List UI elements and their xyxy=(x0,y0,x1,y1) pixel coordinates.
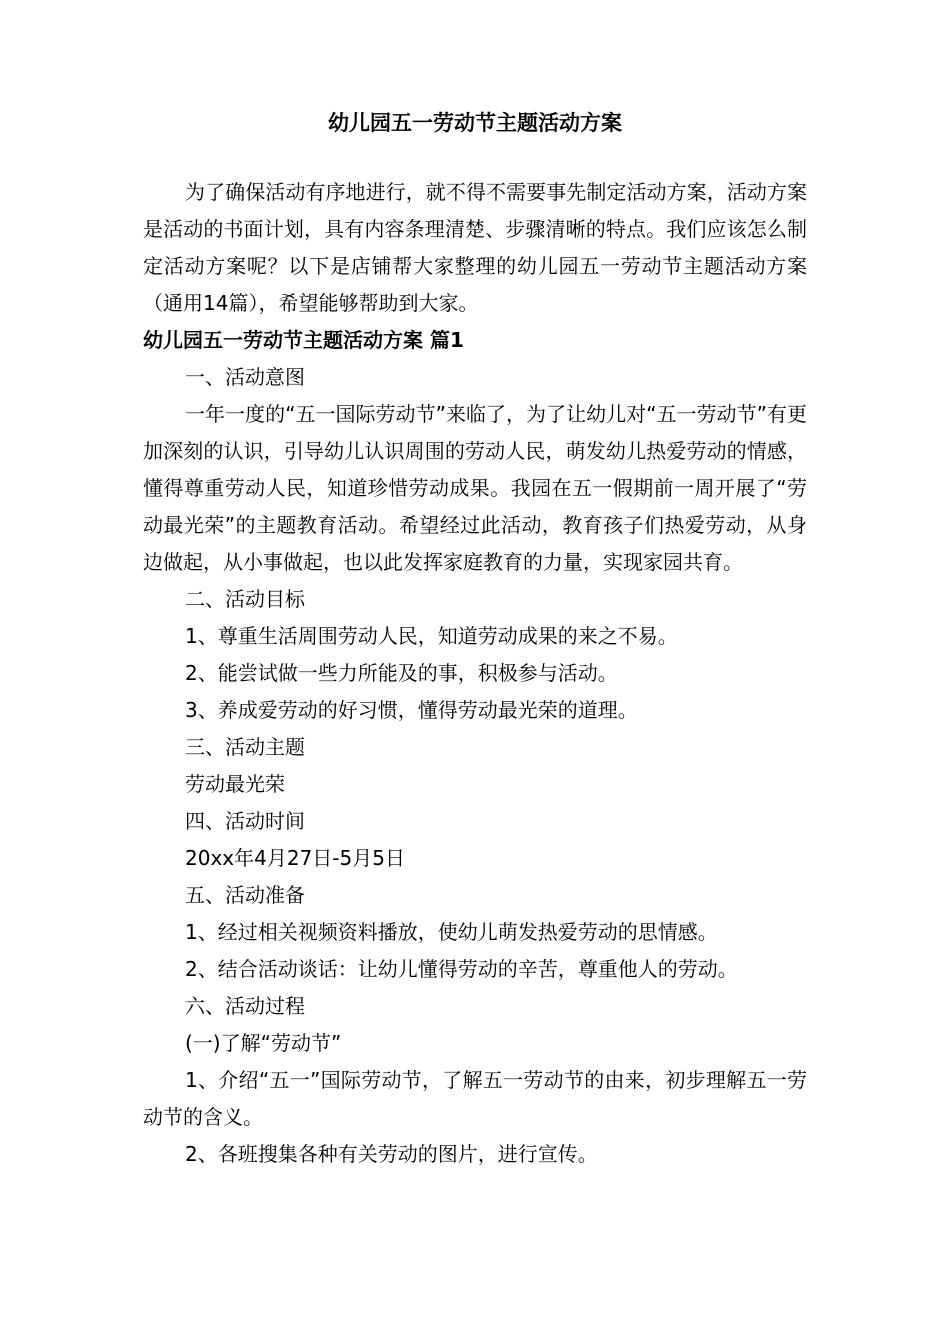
section-title: 幼儿园五一劳动节主题活动方案 篇1 xyxy=(143,328,464,352)
heading-time: 四、活动时间 xyxy=(185,809,305,833)
document-title: 幼儿园五一劳动节主题活动方案 xyxy=(328,111,622,135)
goal-item: 3、养成爱劳动的好习惯，懂得劳动最光荣的道理。 xyxy=(185,698,638,722)
heading-goals: 二、活动目标 xyxy=(185,587,305,611)
time-text: 20xx年4月27日-5月5日 xyxy=(185,846,405,870)
theme-text: 劳动最光荣 xyxy=(185,772,285,796)
goal-item: 1、尊重生活周围劳动人民，知道劳动成果的来之不易。 xyxy=(185,624,678,648)
intent-paragraph: 一年一度的“五一国际劳动节”来临了，为了让幼儿对“五一劳动节”有更加深刻的认识，引导幼儿认识周围的劳动人民，萌发幼儿热爱劳动的情感，懂得尊重劳动人民，知道珍惜劳动成果。我园在五一假期前一周开展了“劳动最光荣”的主题教育活动。希望经过此活动，教育孩子们热爱劳动，从身边做起，从小事做起，也以此发挥家庭教育的力量，实现家园共育。 xyxy=(143,402,807,574)
heading-theme: 三、活动主题 xyxy=(185,735,305,759)
heading-intent: 一、活动意图 xyxy=(185,365,305,389)
heading-process: 六、活动过程 xyxy=(185,994,305,1018)
goal-item: 2、能尝试做一些力所能及的事，积极参与活动。 xyxy=(185,661,618,685)
intro-paragraph: 为了确保活动有序地进行，就不得不需要事先制定活动方案，活动方案是活动的书面计划，具有内容条理清楚、步骤清晰的特点。我们应该怎么制定活动方案呢？以下是店铺帮大家整理的幼儿园五一劳动节主题活动方案（通用14篇），希望能够帮助到大家。 xyxy=(143,180,807,315)
preparation-item: 2、结合活动谈话：让幼儿懂得劳动的辛苦，尊重他人的劳动。 xyxy=(185,957,738,981)
heading-preparation: 五、活动准备 xyxy=(185,883,305,907)
preparation-item: 1、经过相关视频资料播放，使幼儿萌发热爱劳动的思情感。 xyxy=(185,920,718,944)
process-item: 1、介绍“五一”国际劳动节，了解五一劳动节的由来，初步理解五一劳动节的含义。 xyxy=(143,1068,807,1129)
document-page xyxy=(143,108,807,1173)
process-item: 2、各班搜集各种有关劳动的图片，进行宣传。 xyxy=(185,1142,598,1166)
process-subheading: (一)了解“劳动节” xyxy=(185,1031,342,1055)
